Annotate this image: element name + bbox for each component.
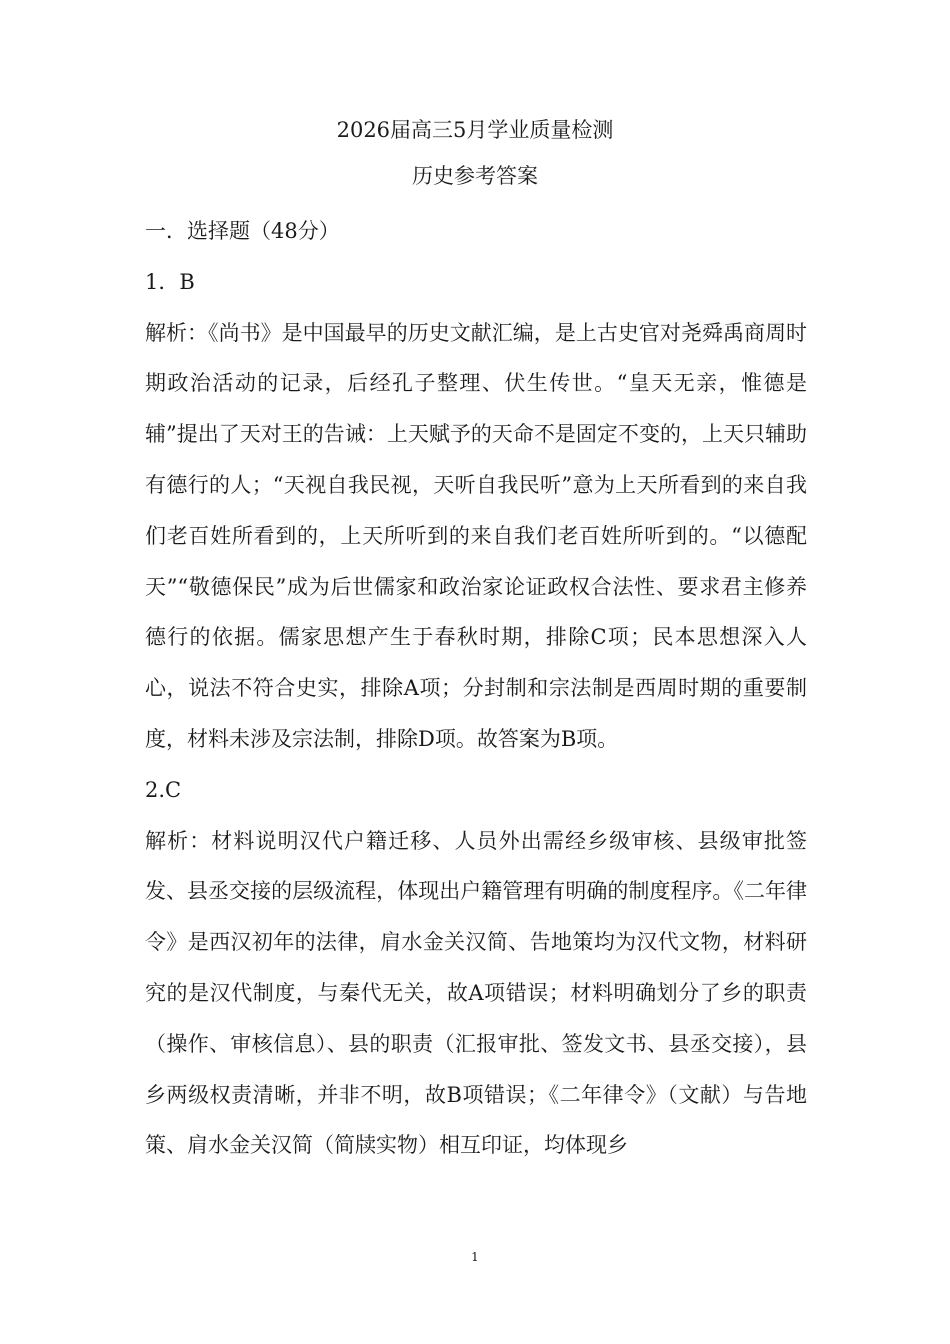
section-heading: 一．选择题（48分） <box>145 219 340 243</box>
document-body <box>145 206 807 1171</box>
document-subtitle: 历史参考答案 <box>412 164 538 188</box>
question-1-answer: 1．B <box>145 269 195 294</box>
document-title: 2026届高三5月学业质量检测 <box>336 118 614 142</box>
page-number: 1 <box>471 1250 479 1264</box>
question-2-analysis: 解析：材料说明汉代户籍迁移、人员外出需经乡级审核、县级审批签发、县丞交接的层级流程，体现出户籍管理有明确的制度程序。《二年律令》是西汉初年的法律，肩水金关汉简、告地策均为汉代文物，材料研究的是汉代制度，与秦代无关，故A项错误；材料明确划分了乡的职责（操作、审核信息）、县的职责（汇报审批、签发文书、县丞交接），县乡两级权责清晰，并非不明，故B项错误；《二年律令》（文献）与告地策、肩水金关汉简（简牍实物）相互印证，均体现乡 <box>145 828 807 1158</box>
question-2-answer: 2.C <box>145 777 182 802</box>
question-1-analysis: 解析：《尚书》是中国最早的历史文献汇编，是上古史官对尧舜禹商周时期政治活动的记录，后经孔子整理、伏生传世。“皇天无亲，惟德是辅”提出了天对王的告诫：上天赋予的天命不是固定不变的，上天只辅助有德行的人；“天视自我民视，天听自我民听”意为上天所看到的来自我们老百姓所看到的，上天所听到的来自我们老百姓所听到的。“以德配天”“敬德保民”成为后世儒家和政治家论证政权合法性、要求君主修养德行的依据。儒家思想产生于春秋时期，排除C项；民本思想深入人心，说法不符合史实，排除A项；分封制和宗法制是西周时期的重要制度，材料未涉及宗法制，排除D项。故答案为B项。 <box>145 320 807 751</box>
